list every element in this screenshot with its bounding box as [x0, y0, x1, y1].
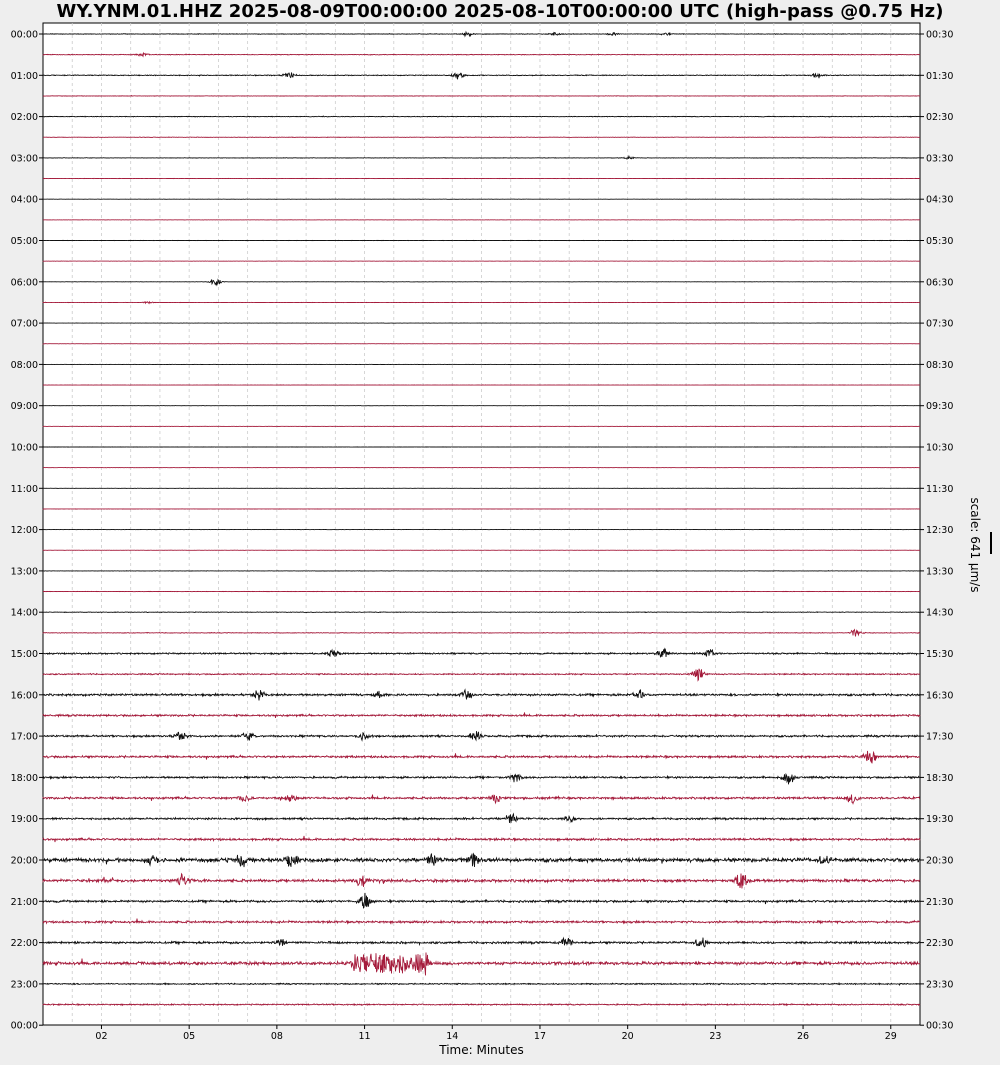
left-tick-label: 10:00	[10, 442, 38, 454]
left-tick-label: 04:00	[10, 194, 38, 206]
left-tick-label: 19:00	[10, 814, 38, 826]
left-tick-label: 18:00	[10, 772, 38, 784]
left-tick-label: 00:00	[10, 1020, 38, 1032]
x-tick-label: 23	[709, 1031, 722, 1042]
left-tick-label: 21:00	[10, 896, 38, 908]
right-tick-label: 08:30	[926, 359, 954, 371]
right-tick-label: 00:30	[926, 29, 954, 41]
trace-line	[43, 137, 920, 138]
right-tick-label: 00:30	[926, 1020, 954, 1032]
right-tick-label: 19:30	[926, 814, 954, 826]
x-tick-label: 11	[358, 1031, 371, 1042]
x-tick-label: 17	[533, 1031, 547, 1042]
right-tick-label: 06:30	[926, 277, 954, 289]
left-tick-label: 12:00	[10, 525, 38, 537]
right-tick-label: 10:30	[926, 442, 954, 454]
left-tick-label: 02:00	[10, 112, 38, 124]
left-tick-label: 07:00	[10, 318, 38, 330]
right-tick-label: 02:30	[926, 112, 954, 124]
scale-label: scale: 641 μm/s	[968, 497, 982, 593]
chart-title: WY.YNM.01.HHZ 2025-08-09T00:00:00 2025-08-10T00:00:00 UTC (high-pass @0.75 Hz)	[56, 1, 944, 22]
left-tick-label: 08:00	[10, 359, 38, 371]
left-tick-label: 13:00	[10, 566, 38, 578]
right-tick-label: 21:30	[926, 896, 954, 908]
left-tick-label: 05:00	[10, 236, 38, 247]
right-tick-label: 12:30	[926, 525, 954, 537]
right-tick-label: 20:30	[926, 855, 954, 867]
right-tick-label: 14:30	[926, 607, 954, 619]
right-tick-label: 04:30	[926, 194, 954, 206]
x-tick-label: 20	[621, 1031, 634, 1042]
left-tick-label: 01:00	[10, 70, 38, 82]
x-tick-label: 08	[270, 1031, 283, 1042]
x-tick-label: 29	[884, 1031, 897, 1042]
right-tick-label: 07:30	[926, 318, 954, 330]
left-tick-label: 11:00	[10, 483, 38, 495]
right-tick-label: 17:30	[926, 731, 954, 743]
trace-line	[43, 116, 920, 117]
x-axis-label: Time: Minutes	[439, 1043, 524, 1057]
left-tick-label: 06:00	[10, 277, 38, 289]
left-tick-label: 17:00	[10, 731, 38, 743]
left-tick-label: 00:00	[10, 29, 38, 41]
x-tick-label: 14	[446, 1031, 459, 1042]
right-tick-label: 05:30	[926, 236, 954, 247]
left-tick-label: 14:00	[10, 607, 38, 619]
left-tick-label: 03:00	[10, 153, 38, 165]
left-tick-label: 20:00	[10, 855, 38, 867]
left-tick-label: 22:00	[10, 938, 38, 950]
right-tick-label: 18:30	[926, 772, 954, 784]
x-tick-label: 02	[95, 1031, 108, 1042]
right-tick-label: 15:30	[926, 649, 954, 660]
left-tick-label: 09:00	[10, 401, 38, 413]
trace-line	[43, 96, 920, 97]
x-tick-label: 26	[797, 1031, 810, 1042]
right-tick-label: 23:30	[926, 979, 954, 991]
right-tick-label: 09:30	[926, 401, 954, 413]
right-tick-label: 22:30	[926, 938, 954, 950]
left-tick-label: 16:00	[10, 690, 38, 702]
right-tick-label: 13:30	[926, 566, 954, 578]
right-tick-label: 03:30	[926, 153, 954, 165]
right-tick-label: 16:30	[926, 690, 954, 702]
left-tick-label: 23:00	[10, 979, 38, 991]
trace-line	[43, 612, 920, 613]
left-tick-label: 15:00	[10, 649, 38, 660]
trace-line	[43, 571, 920, 572]
right-tick-label: 11:30	[926, 483, 954, 495]
x-tick-label: 05	[183, 1031, 196, 1042]
right-tick-label: 01:30	[926, 70, 954, 82]
